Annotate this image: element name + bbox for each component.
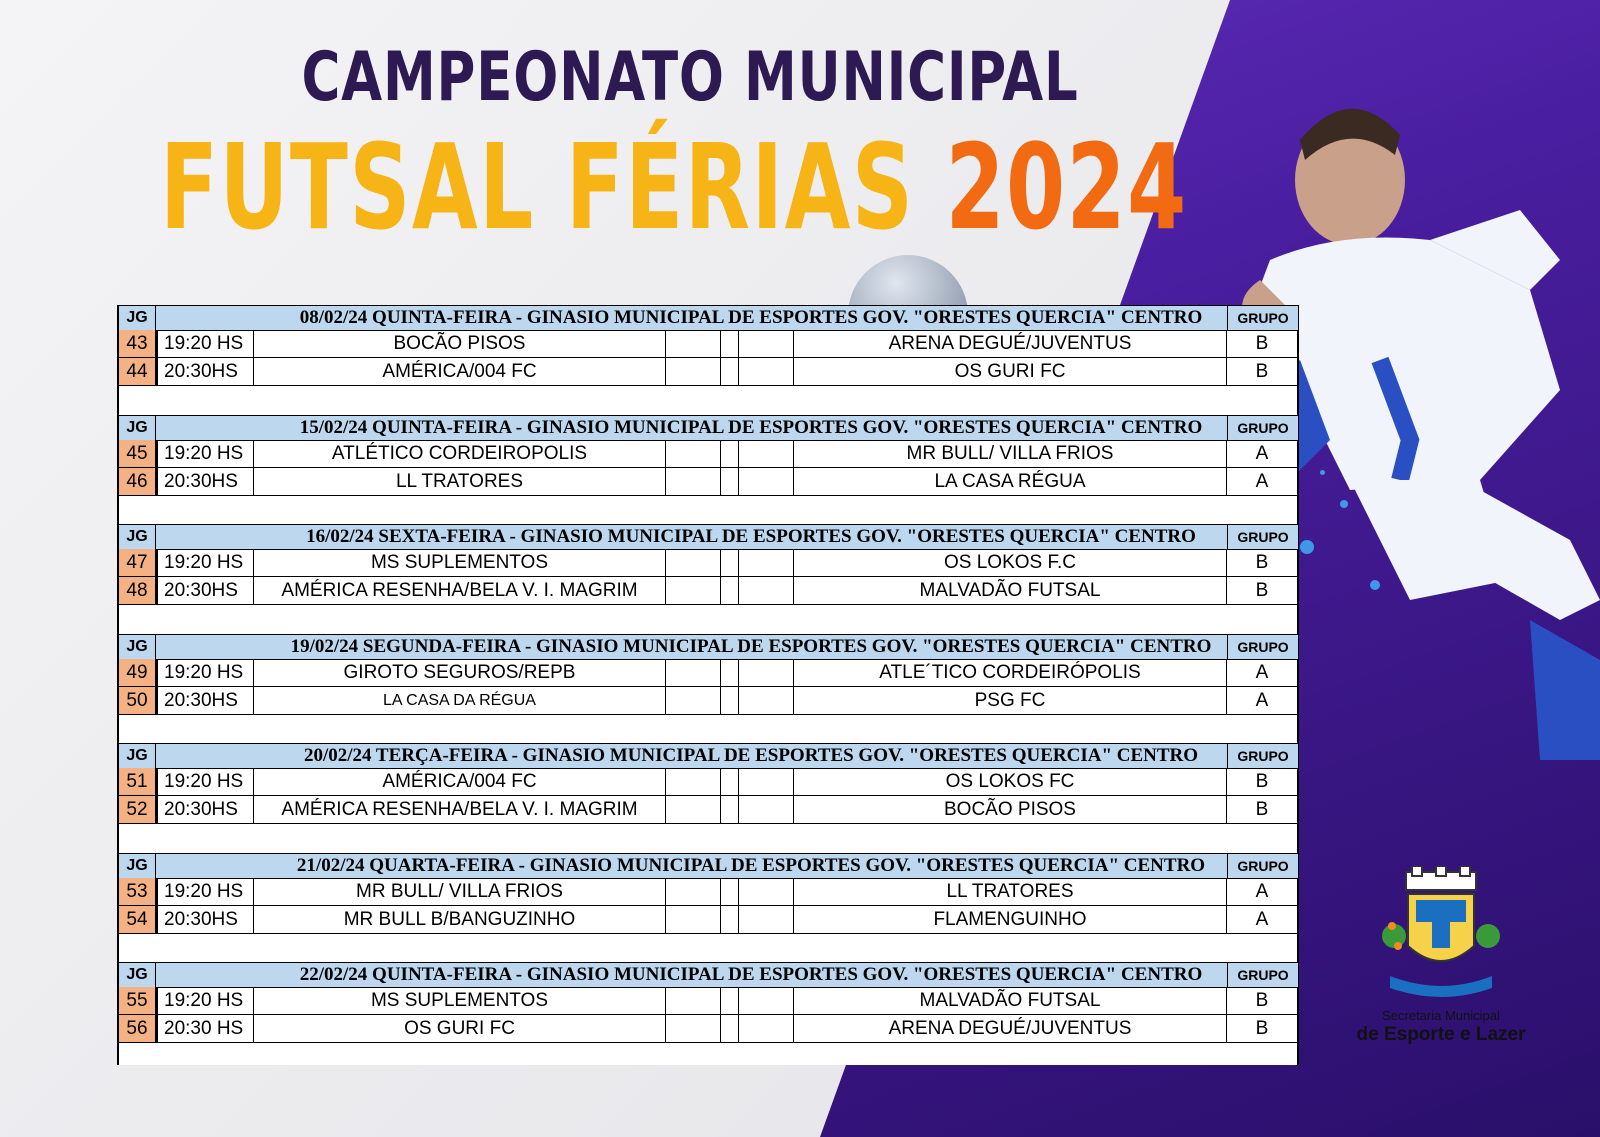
grupo-label: GRUPO: [1227, 306, 1298, 330]
match-row: [119, 768, 1297, 796]
away-team: ARENA DEGUÉ/JUVENTUS: [794, 1015, 1227, 1042]
home-team: AMÉRICA RESENHA/BELA V. I. MAGRIM: [254, 796, 666, 823]
away-team: LA CASA RÉGUA: [794, 468, 1227, 495]
game-number: 49: [119, 659, 156, 686]
home-team: LA CASA DA RÉGUA: [254, 687, 666, 714]
score-separator: [721, 768, 739, 795]
grupo-label: GRUPO: [1227, 744, 1298, 768]
match-row: [119, 577, 1297, 605]
score-cell: [739, 330, 794, 357]
score-cell: [739, 906, 794, 933]
away-team: BOCÃO PISOS: [794, 796, 1227, 823]
score-cell: [739, 549, 794, 576]
score-separator: [721, 358, 739, 385]
title-futsal-ferias-2024: [160, 118, 1188, 256]
game-number: 50: [119, 687, 156, 714]
away-team: MR BULL/ VILLA FRIOS: [794, 440, 1227, 467]
group-letter: B: [1255, 799, 1269, 820]
away-team: OS LOKOS F.C: [794, 549, 1227, 576]
score-separator: [721, 796, 739, 823]
away-team: OS GURI FC: [794, 358, 1227, 385]
match-row: [119, 440, 1297, 468]
group-letter: A: [1255, 471, 1269, 492]
home-team: OS GURI FC: [254, 1015, 666, 1042]
grupo-label: GRUPO: [1227, 635, 1298, 659]
score-separator: [721, 906, 739, 933]
score-cell: [739, 358, 794, 385]
group-letter: B: [1255, 361, 1269, 382]
away-team: PSG FC: [794, 687, 1227, 714]
score-separator: [721, 1015, 739, 1042]
score-cell: [739, 440, 794, 467]
game-number: 51: [119, 768, 156, 795]
score-cell: [666, 549, 721, 576]
game-number: 54: [119, 906, 156, 933]
group-letter: B: [1255, 990, 1269, 1011]
score-cell: [739, 987, 794, 1014]
score-cell: [666, 468, 721, 495]
match-row: [119, 687, 1297, 715]
match-time: 20:30 HS: [156, 1015, 254, 1042]
match-time: 19:20 HS: [156, 659, 254, 686]
day-block: [119, 853, 1297, 935]
day-venue-title: 22/02/24 QUINTA-FEIRA - GINASIO MUNICIPAL DE ESPORTES GOV. "ORESTES QUERCIA" CENTRO: [299, 964, 1203, 985]
match-row: [119, 1015, 1297, 1043]
day-venue-title: 19/02/24 SEGUNDA-FEIRA - GINASIO MUNICIPAL DE ESPORTES GOV. "ORESTES QUERCIA" CENTRO: [290, 636, 1212, 657]
match-row: [119, 468, 1297, 496]
day-block: [119, 305, 1297, 387]
day-header-row: [119, 853, 1297, 879]
home-team: MR BULL B/BANGUZINHO: [254, 906, 666, 933]
day-block: [119, 962, 1297, 1044]
day-venue-title: 08/02/24 QUINTA-FEIRA - GINASIO MUNICIPAL DE ESPORTES GOV. "ORESTES QUERCIA" CENTRO: [299, 307, 1203, 328]
day-header-row: [119, 415, 1297, 441]
group-letter: A: [1255, 881, 1269, 902]
match-row: [119, 659, 1297, 687]
group-letter: A: [1255, 690, 1269, 711]
day-header-row: [119, 305, 1297, 331]
match-time: 19:20 HS: [156, 768, 254, 795]
game-number: 56: [119, 1015, 156, 1042]
home-team: MS SUPLEMENTOS: [254, 987, 666, 1014]
logo-line-esporte-lazer: de Esporte e Lazer: [1356, 1024, 1526, 1045]
match-time: 19:20 HS: [156, 440, 254, 467]
group-letter: B: [1255, 333, 1269, 354]
coat-of-arms-logo: [1378, 866, 1504, 1002]
match-row: [119, 906, 1297, 934]
day-venue-title: 16/02/24 SEXTA-FEIRA - GINASIO MUNICIPAL DE ESPORTES GOV. "ORESTES QUERCIA" CENTRO: [306, 526, 1196, 547]
day-block: [119, 743, 1297, 825]
score-separator: [721, 878, 739, 905]
day-venue-title: 21/02/24 QUARTA-FEIRA - GINASIO MUNICIPAL DE ESPORTES GOV. "ORESTES QUERCIA" CENTRO: [296, 855, 1206, 876]
day-header-row: [119, 524, 1297, 550]
match-row: [119, 878, 1297, 906]
grupo-label: GRUPO: [1227, 416, 1298, 440]
home-team: BOCÃO PISOS: [254, 330, 666, 357]
day-venue-title: 20/02/24 TERÇA-FEIRA - GINASIO MUNICIPAL DE ESPORTES GOV. "ORESTES QUERCIA" CENTRO: [303, 745, 1199, 766]
title-campeonato-municipal: CAMPEONATO MUNICIPAL: [301, 38, 1079, 117]
match-time: 20:30HS: [156, 577, 254, 604]
logo-line-secretaria: Secretaria Municipal: [1382, 1008, 1500, 1023]
home-team: GIROTO SEGUROS/REPB: [254, 659, 666, 686]
game-number: 47: [119, 549, 156, 576]
score-cell: [666, 687, 721, 714]
score-cell: [666, 577, 721, 604]
score-cell: [666, 659, 721, 686]
day-header-row: [119, 743, 1297, 769]
score-cell: [739, 659, 794, 686]
grupo-label: GRUPO: [1227, 525, 1298, 549]
jg-label: JG: [119, 744, 156, 768]
day-header-row: [119, 634, 1297, 660]
score-cell: [739, 687, 794, 714]
score-cell: [666, 440, 721, 467]
match-time: 19:20 HS: [156, 987, 254, 1014]
match-time: 20:30HS: [156, 687, 254, 714]
home-team: AMÉRICA/004 FC: [254, 358, 666, 385]
match-time: 20:30HS: [156, 468, 254, 495]
home-team: LL TRATORES: [254, 468, 666, 495]
match-time: 19:20 HS: [156, 878, 254, 905]
score-cell: [666, 358, 721, 385]
match-time: 20:30HS: [156, 358, 254, 385]
score-cell: [666, 330, 721, 357]
match-time: 19:20 HS: [156, 549, 254, 576]
day-block: [119, 415, 1297, 497]
jg-label: JG: [119, 963, 156, 987]
match-schedule-table: [117, 305, 1299, 1065]
group-letter: A: [1255, 443, 1269, 464]
game-number: 55: [119, 987, 156, 1014]
game-number: 44: [119, 358, 156, 385]
away-team: MALVADÃO FUTSAL: [794, 577, 1227, 604]
match-row: [119, 358, 1297, 386]
grupo-label: GRUPO: [1227, 854, 1298, 878]
jg-label: JG: [119, 306, 156, 330]
group-letter: A: [1255, 662, 1269, 683]
grupo-label: GRUPO: [1227, 963, 1298, 987]
score-cell: [666, 1015, 721, 1042]
away-team: MALVADÃO FUTSAL: [794, 987, 1227, 1014]
jg-label: JG: [119, 635, 156, 659]
score-cell: [739, 577, 794, 604]
score-cell: [739, 468, 794, 495]
home-team: AMÉRICA/004 FC: [254, 768, 666, 795]
score-cell: [666, 768, 721, 795]
score-cell: [666, 906, 721, 933]
group-letter: B: [1255, 580, 1269, 601]
score-separator: [721, 549, 739, 576]
game-number: 48: [119, 577, 156, 604]
score-cell: [666, 987, 721, 1014]
score-cell: [739, 1015, 794, 1042]
home-team: MR BULL/ VILLA FRIOS: [254, 878, 666, 905]
title-futsal-ferias: FUTSAL FÉRIAS: [160, 118, 915, 256]
score-separator: [721, 468, 739, 495]
match-time: 20:30HS: [156, 796, 254, 823]
group-letter: B: [1255, 552, 1269, 573]
match-time: 19:20 HS: [156, 330, 254, 357]
score-cell: [666, 878, 721, 905]
jg-label: JG: [119, 416, 156, 440]
score-separator: [721, 440, 739, 467]
game-number: 46: [119, 468, 156, 495]
group-letter: A: [1255, 909, 1269, 930]
game-number: 52: [119, 796, 156, 823]
game-number: 45: [119, 440, 156, 467]
match-row: [119, 796, 1297, 824]
score-cell: [666, 796, 721, 823]
away-team: LL TRATORES: [794, 878, 1227, 905]
away-team: FLAMENGUINHO: [794, 906, 1227, 933]
away-team: ATLE´TICO CORDEIRÓPOLIS: [794, 659, 1227, 686]
away-team: OS LOKOS FC: [794, 768, 1227, 795]
score-separator: [721, 577, 739, 604]
match-row: [119, 987, 1297, 1015]
score-cell: [739, 796, 794, 823]
score-separator: [721, 659, 739, 686]
match-time: 20:30HS: [156, 906, 254, 933]
jg-label: JG: [119, 525, 156, 549]
day-block: [119, 634, 1297, 716]
home-team: MS SUPLEMENTOS: [254, 549, 666, 576]
group-letter: B: [1255, 771, 1269, 792]
game-number: 53: [119, 878, 156, 905]
away-team: ARENA DEGUÉ/JUVENTUS: [794, 330, 1227, 357]
day-venue-title: 15/02/24 QUINTA-FEIRA - GINASIO MUNICIPAL DE ESPORTES GOV. "ORESTES QUERCIA" CENTRO: [299, 417, 1203, 438]
match-row: [119, 549, 1297, 577]
score-cell: [739, 878, 794, 905]
score-cell: [739, 768, 794, 795]
jg-label: JG: [119, 854, 156, 878]
score-separator: [721, 987, 739, 1014]
title-year: 2024: [945, 118, 1188, 256]
home-team: ATLÉTICO CORDEIROPOLIS: [254, 440, 666, 467]
score-separator: [721, 330, 739, 357]
group-letter: B: [1255, 1018, 1269, 1039]
home-team: AMÉRICA RESENHA/BELA V. I. MAGRIM: [254, 577, 666, 604]
score-separator: [721, 687, 739, 714]
match-row: [119, 330, 1297, 358]
day-block: [119, 524, 1297, 606]
day-header-row: [119, 962, 1297, 988]
game-number: 43: [119, 330, 156, 357]
